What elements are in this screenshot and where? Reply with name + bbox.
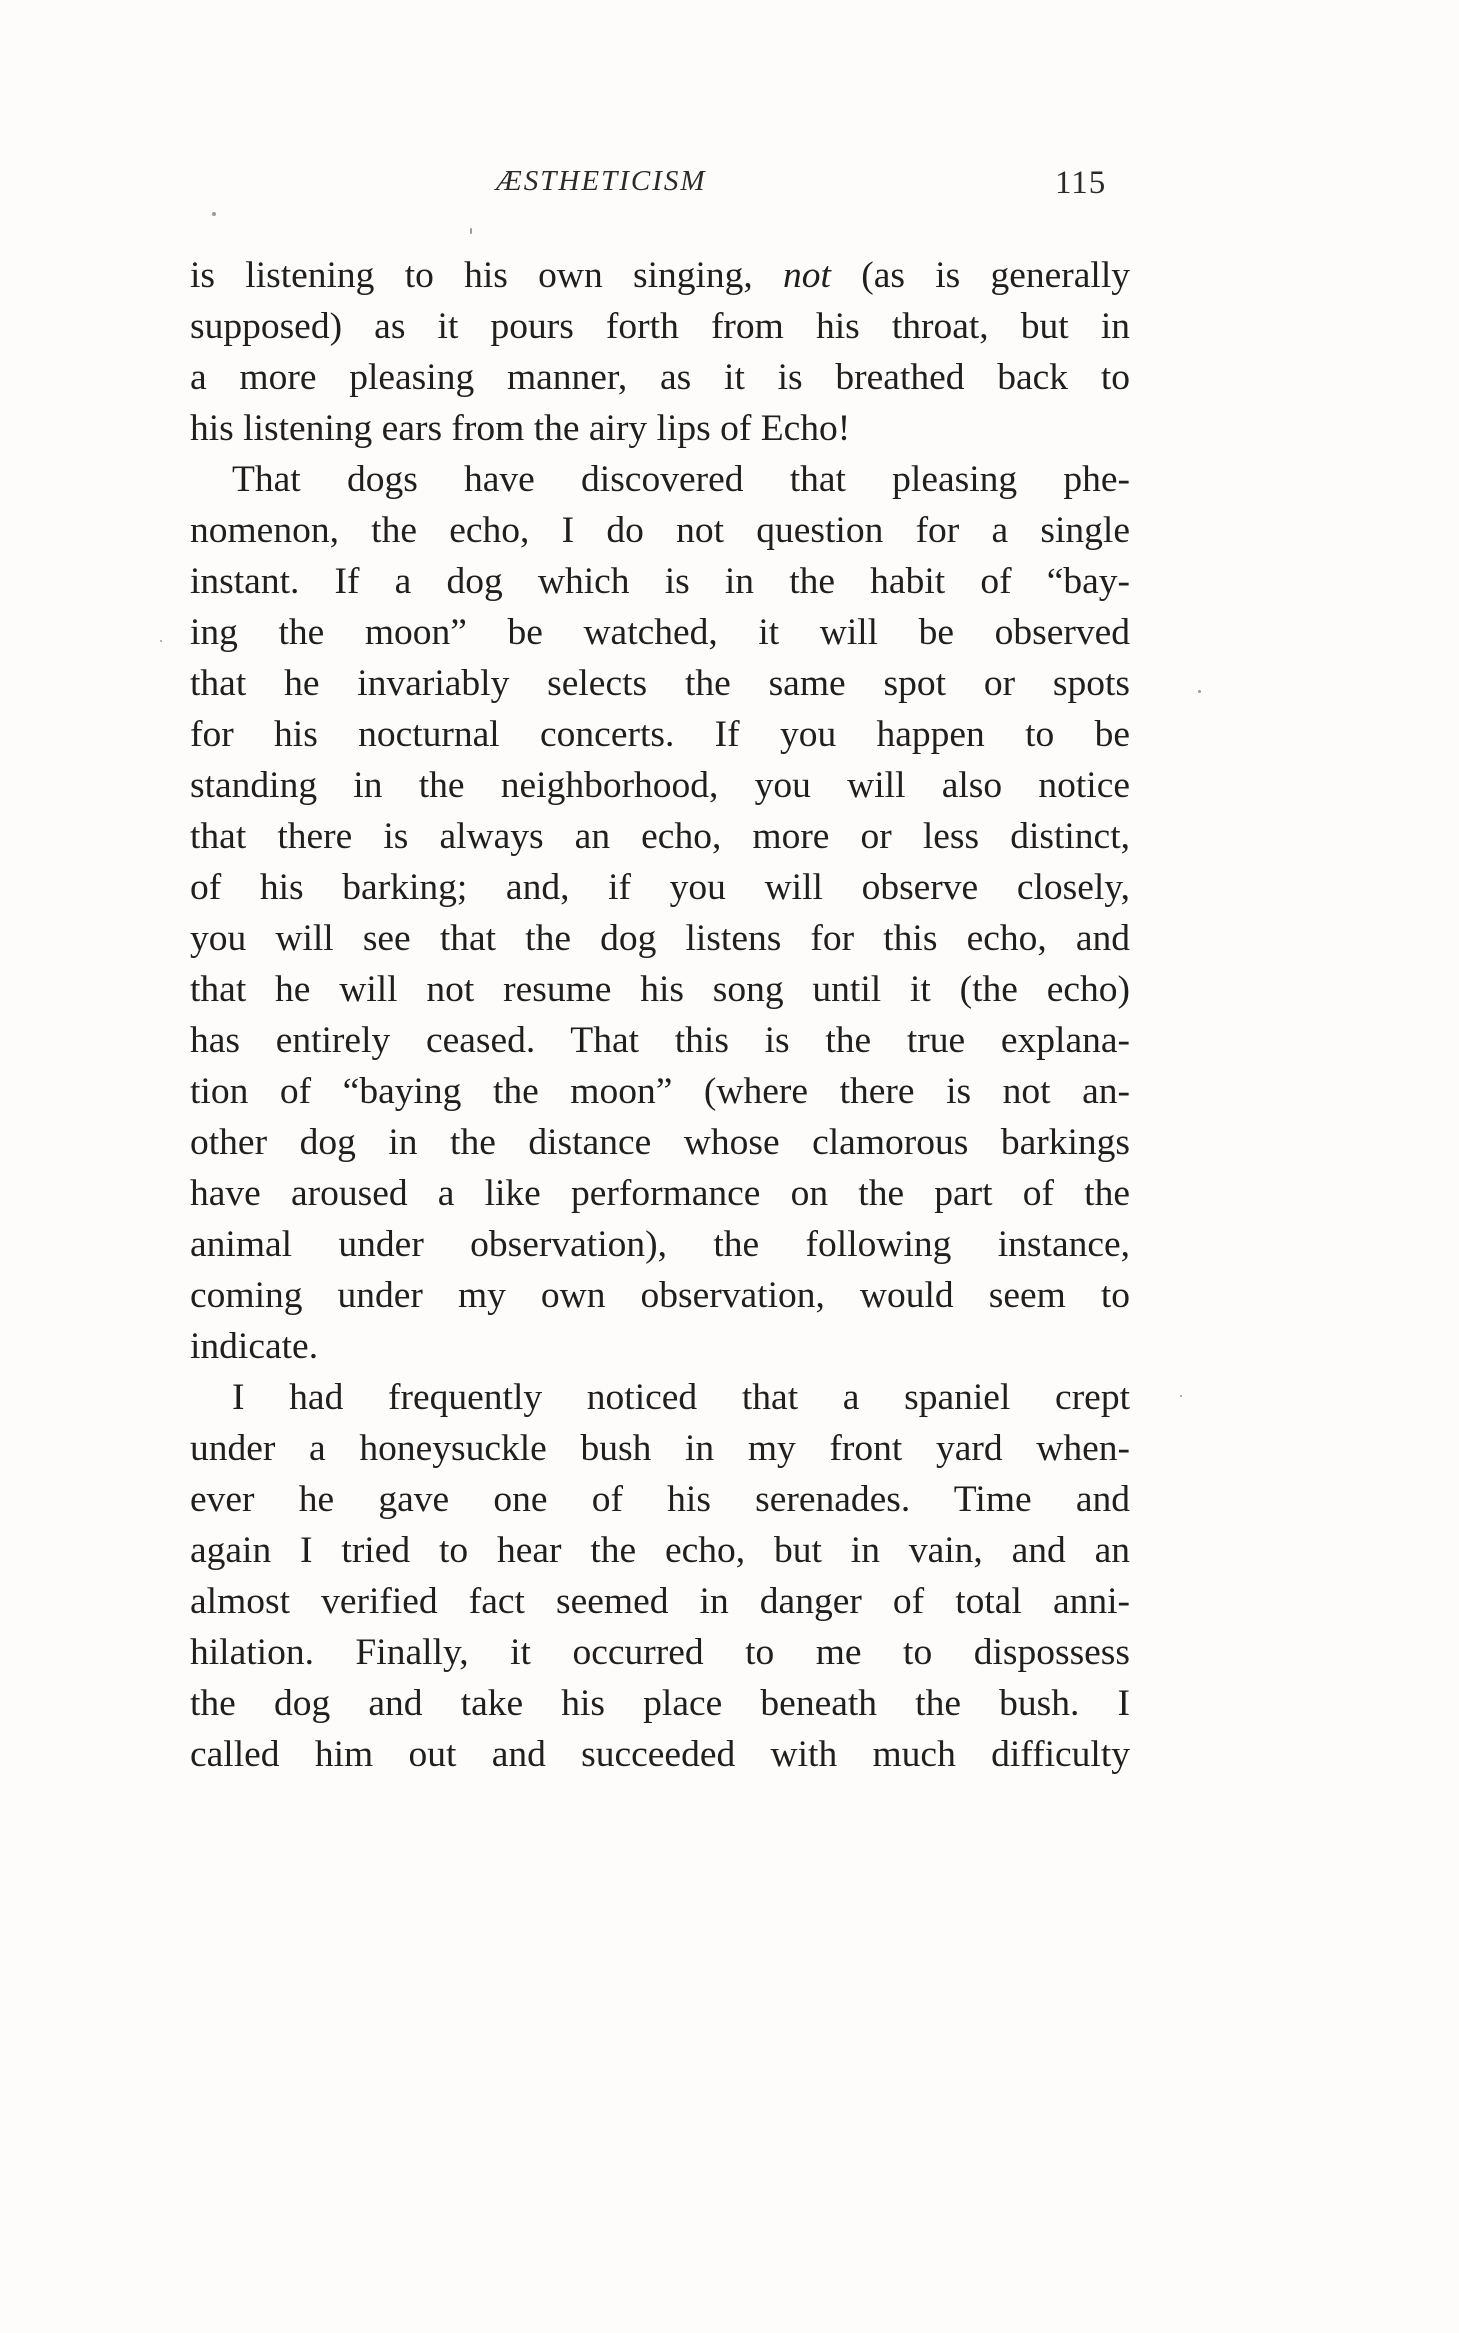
text-line: animal under observation), the following instance, xyxy=(190,1224,1130,1265)
scan-speck xyxy=(1180,1395,1182,1397)
text-line: again I tried to hear the echo, but in vain, and an xyxy=(190,1530,1130,1571)
text-line: has entirely ceased. That this is the true explana- xyxy=(190,1020,1130,1061)
text-line: under a honeysuckle bush in my front yard when- xyxy=(190,1428,1130,1469)
text-line: that there is always an echo, more or less distinct, xyxy=(190,816,1130,857)
text-line: hilation. Finally, it occurred to me to dispossess xyxy=(190,1632,1130,1673)
paragraph-3 xyxy=(190,1372,1130,1780)
text-line: ing the moon” be watched, it will be observed xyxy=(190,612,1130,653)
text-line: instant. If a dog which is in the habit of “bay- xyxy=(190,561,1130,602)
text-segment: is listening to his own singing, xyxy=(190,255,784,296)
scan-speck xyxy=(212,212,216,216)
paragraph-2 xyxy=(190,454,1130,1372)
text-line: that he invariably selects the same spot or spots xyxy=(190,663,1130,704)
text-line: his listening ears from the airy lips of Echo! xyxy=(190,408,851,449)
text-line: standing in the neighborhood, you will also notice xyxy=(190,765,1130,806)
text-line: I had frequently noticed that a spaniel crept xyxy=(232,1377,1130,1418)
text-line: other dog in the distance whose clamorous barkings xyxy=(190,1122,1130,1163)
text-line: of his barking; and, if you will observe closely, xyxy=(190,867,1130,908)
text-line: have aroused a like performance on the part of the xyxy=(190,1173,1130,1214)
text-line: almost verified fact seemed in danger of total anni- xyxy=(190,1581,1130,1622)
italic-word: not xyxy=(783,255,831,296)
text-line: nomenon, the echo, I do not question for a single xyxy=(190,510,1130,551)
text-line: coming under my own observation, would seem to xyxy=(190,1275,1130,1316)
text-line: you will see that the dog listens for this echo, and xyxy=(190,918,1130,959)
text-line: that he will not resume his song until it (the echo) xyxy=(190,969,1130,1010)
page-number: 115 xyxy=(1055,165,1107,201)
text-line: a more pleasing manner, as it is breathed back to xyxy=(190,357,1130,398)
scan-speck xyxy=(470,228,472,234)
running-head xyxy=(0,165,1459,205)
body-text xyxy=(190,250,1130,1780)
text-line: the dog and take his place beneath the bush. I xyxy=(190,1683,1130,1724)
text-line: called him out and succeeded with much difficulty xyxy=(190,1734,1130,1775)
text-line: That dogs have discovered that pleasing phe- xyxy=(232,459,1130,500)
running-title: ÆSTHETICISM xyxy=(496,165,707,197)
text-line: supposed) as it pours forth from his throat, but in xyxy=(190,306,1130,347)
text-line: tion of “baying the moon” (where there is not an- xyxy=(190,1071,1130,1112)
scan-speck xyxy=(1198,690,1201,693)
paragraph-1 xyxy=(190,250,1130,454)
text-line xyxy=(190,250,1130,301)
text-line: ever he gave one of his serenades. Time and xyxy=(190,1479,1130,1520)
text-line: indicate. xyxy=(190,1326,319,1367)
text-line: for his nocturnal concerts. If you happen to be xyxy=(190,714,1130,755)
scan-speck xyxy=(160,640,162,642)
text-segment: (as is generally xyxy=(830,255,1130,296)
